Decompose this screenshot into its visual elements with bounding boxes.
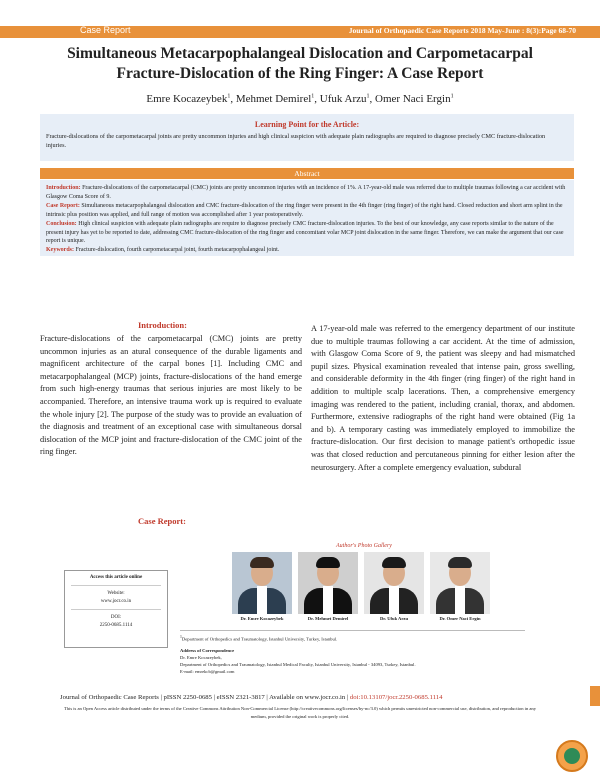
abstract-keywords: Keywords: Fracture-dislocation, fourth carpometacarpal joint, fourth metacarpophalangeal joint. [46, 247, 280, 253]
abstract-introduction: Introduction: Fracture-dislocations of the carpometacarpal (CMC) joints are pretty uncommon injuries with an incidence of 1%. A 17-year-old male was referred due to multiple traumas following a car accident with Glasgow Coma Score of 9. [46, 185, 566, 200]
gallery-heading: Author's Photo Gallery [336, 543, 392, 549]
doi-label: DOI: [110, 615, 122, 620]
learning-point-text: Fracture-dislocations of the carpometacarpal joints are pretty uncommon injuries and high clinical suspicion with adequate plain radiographs are required to diagnose precisely CMC fracture-dislocation injuries. [46, 133, 546, 149]
case-report-heading: Case Report: [138, 516, 186, 526]
author-list: Emre Kocazeybek$^1$, Mehmet Demirel$^1$, Ufuk Arzu$^1$, Omer Naci Ergin$^1$ [146, 93, 454, 105]
doi-link[interactable]: doi:10.13107/jocr.2250-0685.1114 [349, 694, 443, 701]
license-notice: This is an Open Access article distributed under the terms of the Creative Commons Attribution Non-Commercial License (http://creativecommons.org/licenses/by-nc/3.0) which permits unrestricted non-commercial use, distribution, and reproduction in any medium, provided the original work is properly cited. [63, 706, 537, 719]
photo-caption: Dr. Mehmet Demirel [307, 616, 349, 621]
article-type-tag: Case Report [80, 25, 131, 35]
photo-caption: Dr. Ufuk Arzu [379, 616, 409, 621]
page-edge-tab [590, 686, 600, 706]
journal-citation: Journal of Orthopaedic Case Reports 2018 May-June : 8(3):Page 68-70 [348, 26, 576, 35]
correspondence-heading: Address of Correspondence [180, 647, 235, 653]
abstract-box [40, 180, 574, 256]
author-photo [298, 552, 358, 614]
website-label: Website: [107, 591, 125, 596]
learning-point-box [40, 114, 574, 161]
title-line-2: Fracture-Dislocation of the Ring Finger: A Case Report [116, 65, 484, 82]
abstract-case-report: Case Report: Simultaneous metacarpophalangeal dislocation and CMC fracture-dislocation of the ring finger were present in the 4th finger (ring finger) of the right hand. Closed reduction and short arm splint in the intrinsic plus position was applied, and full range of motion was accomplished after 1 year postoperatively. [46, 203, 563, 218]
affiliation: $^1$Department of Orthopedics and Traumatology, Istanbul University, Turkey, Istanbul. [180, 635, 338, 642]
author-photo [232, 552, 292, 614]
author-photo-gallery [230, 552, 494, 620]
access-article-box [64, 570, 168, 648]
photo-captions [230, 616, 494, 625]
title-line-1: Simultaneous Metacarpophalangeal Dislocation and Carpometacarpal [67, 45, 533, 62]
correspondence-email[interactable]: E-mail: emrekcb@gmail.com [180, 668, 235, 674]
correspondence-name: Dr. Emre Kocazeybek, [180, 654, 222, 660]
photo-caption: Dr. Omer Naci Ergin [439, 616, 481, 621]
header-bar [0, 26, 600, 38]
author-name: Mehmet Demirel [235, 93, 312, 105]
author-photo [364, 552, 424, 614]
abstract-conclusion: Conclusion: High clinical suspicion with adequate plain radiographs are require to diagnose precisely CMC fracture-dislocation injuries. To the best of our knowledge, any case reports similar to the nature of the present injury has yet to be reported to date, addressing CMC fracture-dislocation of the ring finger and concomitant volar MCP joint dislocation in the same finger. Therefore, we can make the argument that our case report is unique. [46, 221, 564, 245]
footer-citation: Journal of Orthopaedic Case Reports | pISSN 2250-0685 | eISSN 2321-3817 | Available on www.jocr.co.in | doi:10.13107/jocr.2250-0685.1114 [60, 694, 443, 701]
author-name: Ufuk Arzu [319, 93, 367, 105]
introduction-text: Fracture-dislocations of the carpometacarpal (CMC) joints are pretty uncommon injuries as an atural consequence of the durable ligaments and magnificent architecture of the carpal bones [1]. Including CMC and metacarpophalangeal (MCP) joints, fracture-dislocations of the hand emerge from such high-energy traumas that serious injuries are most likely to be accompanied. Therefore, an intensive trauma work up is required to evaluate the whole injury [2]. The purpose of the study was to provide an evaluation of the diagnosis and treatment of an exceptional case with simultaneous dorsal dislocation of the MCP joint and fracture-dislocation of the CMC joint of the ring finger. [40, 334, 302, 457]
affiliation-block [180, 630, 530, 675]
article-title [30, 44, 570, 84]
learning-point-title: Learning Point for the Article: [254, 120, 360, 129]
correspondence-address: Department of Orthopedics and Traumatology, Istanbul Medical Faculty, Istanbul University, Istanbul - 34093, Turkey, Istanbul. [180, 661, 416, 667]
website-link[interactable]: www.jocr.co.in [100, 599, 132, 604]
author-photo [430, 552, 490, 614]
author-name: Emre Kocazeybek [146, 93, 228, 105]
abstract-heading: Abstract [40, 168, 574, 179]
photo-caption: Dr. Emre Kocazeybek [240, 616, 284, 621]
introduction-heading: Introduction: [138, 320, 187, 330]
case-report-text: A 17-year-old male was referred to the emergency department of our institute due to multiple traumas following a car accident. At the time of admission, with Glasgow Coma Score of 9, the patient was sleepy and had mismatched pupil sizes. Physical examination revealed that intense pain, gross swelling, and considerable deformity in the 4th finger (ring finger) of the right hand in addition to multiple scalp lacerations. Then, a comprehensive emergency imaging was rendered to the patient, including cranial, thorax, and abdomen. Furthermore, extensive radiographs of the right hand were obtained (Fig 1a and b). A temporary casting was immediately employed to immobilize the fracture-dislocation. Our first decision to manage patient's orthopedic issue was that closed reduction and percutaneous pinning for either lesion after the neurosurgery. After a complete emergency evaluation, subdural [311, 324, 575, 472]
access-heading: Access this article online [89, 575, 143, 580]
journal-logo-icon [556, 740, 588, 772]
doi-value: 2250-0685.1114 [99, 623, 133, 628]
author-name: Omer Naci Ergin [375, 93, 451, 105]
